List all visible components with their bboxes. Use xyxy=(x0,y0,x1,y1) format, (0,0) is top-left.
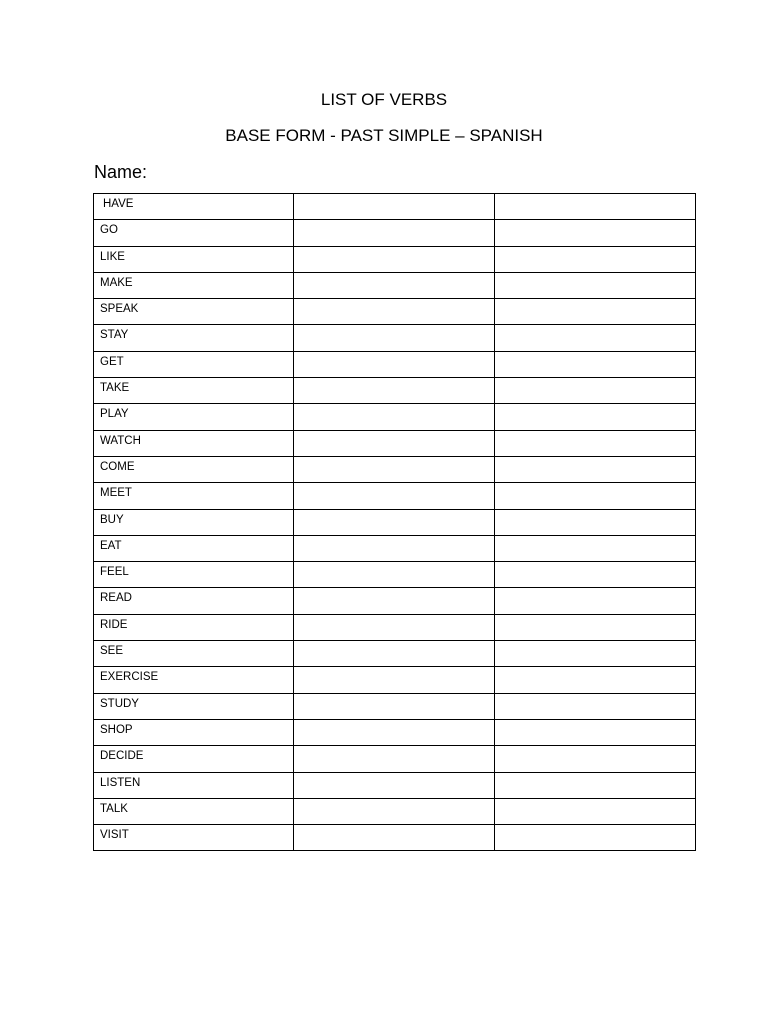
spanish-cell xyxy=(495,299,696,325)
base-form-cell: TALK xyxy=(94,798,294,824)
base-form-cell: SEE xyxy=(94,641,294,667)
spanish-cell xyxy=(495,614,696,640)
spanish-cell xyxy=(495,641,696,667)
past-simple-cell xyxy=(294,562,495,588)
base-form-cell: MEET xyxy=(94,483,294,509)
past-simple-cell xyxy=(294,614,495,640)
past-simple-cell xyxy=(294,509,495,535)
spanish-cell xyxy=(495,351,696,377)
past-simple-cell xyxy=(294,430,495,456)
base-form-cell: STUDY xyxy=(94,693,294,719)
base-form-cell: COME xyxy=(94,456,294,482)
table-row xyxy=(94,509,696,535)
past-simple-cell xyxy=(294,772,495,798)
spanish-cell xyxy=(495,325,696,351)
table-row xyxy=(94,483,696,509)
base-form-cell: VISIT xyxy=(94,825,294,851)
table-row xyxy=(94,746,696,772)
table-row xyxy=(94,641,696,667)
base-form-cell: LIKE xyxy=(94,246,294,272)
past-simple-cell xyxy=(294,798,495,824)
past-simple-cell xyxy=(294,404,495,430)
past-simple-cell xyxy=(294,351,495,377)
table-row xyxy=(94,404,696,430)
past-simple-cell xyxy=(294,641,495,667)
table-row xyxy=(94,299,696,325)
base-form-cell: DECIDE xyxy=(94,746,294,772)
past-simple-cell xyxy=(294,746,495,772)
spanish-cell xyxy=(495,825,696,851)
table-row xyxy=(94,825,696,851)
table-row xyxy=(94,220,696,246)
spanish-cell xyxy=(495,772,696,798)
table-row xyxy=(94,562,696,588)
table-row xyxy=(94,719,696,745)
base-form-cell: GET xyxy=(94,351,294,377)
table-row xyxy=(94,325,696,351)
table-row xyxy=(94,194,696,220)
spanish-cell xyxy=(495,378,696,404)
base-form-cell: HAVE xyxy=(94,194,294,220)
past-simple-cell xyxy=(294,378,495,404)
base-form-cell: PLAY xyxy=(94,404,294,430)
spanish-cell xyxy=(495,430,696,456)
base-form-cell: MAKE xyxy=(94,272,294,298)
page-title: LIST OF VERBS xyxy=(320,90,448,109)
table-row xyxy=(94,614,696,640)
base-form-cell: SPEAK xyxy=(94,299,294,325)
base-form-cell: READ xyxy=(94,588,294,614)
verb-table xyxy=(93,193,696,851)
spanish-cell xyxy=(495,194,696,220)
base-form-cell: LISTEN xyxy=(94,772,294,798)
past-simple-cell xyxy=(294,693,495,719)
table-row xyxy=(94,535,696,561)
past-simple-cell xyxy=(294,246,495,272)
spanish-cell xyxy=(495,483,696,509)
spanish-cell xyxy=(495,509,696,535)
table-row xyxy=(94,772,696,798)
table-row xyxy=(94,588,696,614)
table-row xyxy=(94,430,696,456)
base-form-cell: STAY xyxy=(94,325,294,351)
past-simple-cell xyxy=(294,272,495,298)
base-form-cell: GO xyxy=(94,220,294,246)
spanish-cell xyxy=(495,746,696,772)
table-row xyxy=(94,272,696,298)
past-simple-cell xyxy=(294,220,495,246)
past-simple-cell xyxy=(294,588,495,614)
base-form-cell: SHOP xyxy=(94,719,294,745)
past-simple-cell xyxy=(294,194,495,220)
table-row xyxy=(94,378,696,404)
table-row xyxy=(94,667,696,693)
past-simple-cell xyxy=(294,483,495,509)
past-simple-cell xyxy=(294,325,495,351)
past-simple-cell xyxy=(294,299,495,325)
table-row xyxy=(94,351,696,377)
spanish-cell xyxy=(495,220,696,246)
base-form-cell: TAKE xyxy=(94,378,294,404)
spanish-cell xyxy=(495,667,696,693)
spanish-cell xyxy=(495,456,696,482)
spanish-cell xyxy=(495,719,696,745)
table-row xyxy=(94,798,696,824)
verb-table-body xyxy=(94,194,696,851)
name-label: Name: xyxy=(94,162,148,182)
base-form-cell: BUY xyxy=(94,509,294,535)
table-row xyxy=(94,246,696,272)
base-form-cell: WATCH xyxy=(94,430,294,456)
spanish-cell xyxy=(495,588,696,614)
base-form-cell: EAT xyxy=(94,535,294,561)
past-simple-cell xyxy=(294,719,495,745)
base-form-cell: EXERCISE xyxy=(94,667,294,693)
table-row xyxy=(94,693,696,719)
past-simple-cell xyxy=(294,825,495,851)
spanish-cell xyxy=(495,404,696,430)
spanish-cell xyxy=(495,693,696,719)
spanish-cell xyxy=(495,246,696,272)
past-simple-cell xyxy=(294,667,495,693)
spanish-cell xyxy=(495,562,696,588)
past-simple-cell xyxy=(294,535,495,561)
spanish-cell xyxy=(495,272,696,298)
page-subtitle: BASE FORM - PAST SIMPLE – SPANISH xyxy=(225,126,543,145)
spanish-cell xyxy=(495,798,696,824)
past-simple-cell xyxy=(294,456,495,482)
base-form-cell: FEEL xyxy=(94,562,294,588)
base-form-cell: RIDE xyxy=(94,614,294,640)
spanish-cell xyxy=(495,535,696,561)
table-row xyxy=(94,456,696,482)
